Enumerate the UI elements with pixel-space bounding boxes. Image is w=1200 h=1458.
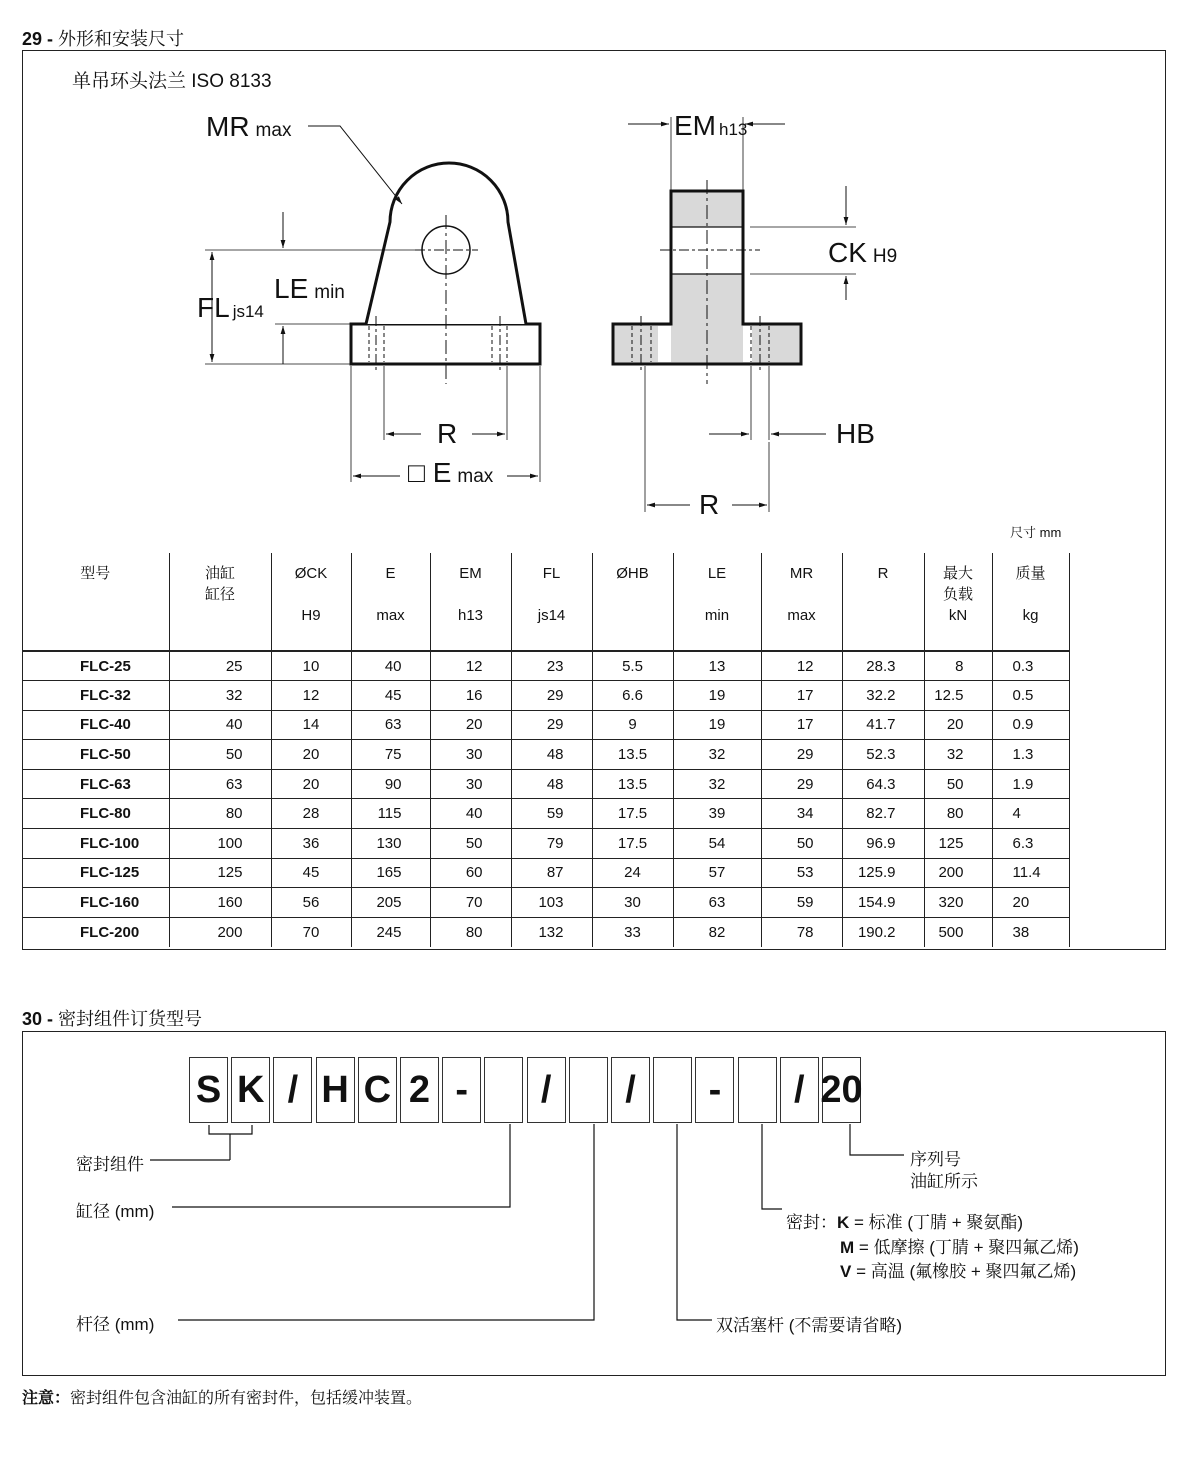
value-cell: 14	[271, 710, 351, 740]
value-cell: 5.5	[592, 651, 673, 681]
mr-label: MR max	[206, 111, 292, 142]
value-cell: 9	[592, 710, 673, 740]
col-header: 最大 负载 kN	[924, 553, 992, 651]
value-cell: 20	[992, 888, 1069, 918]
value-cell: 130	[351, 829, 430, 859]
col-header: 油缸 缸径	[169, 553, 271, 651]
value-cell: 20	[430, 710, 511, 740]
value-cell: 32	[673, 769, 761, 799]
label-double-rod: 双活塞杆 (不需要请省略)	[716, 1316, 903, 1335]
value-cell: 32.2	[842, 681, 924, 711]
value-cell: 29	[761, 769, 842, 799]
unit-note: 尺寸 mm	[1010, 525, 1062, 540]
value-cell: 40	[351, 651, 430, 681]
model-cell: FLC-125	[22, 858, 169, 888]
footnote-prefix: 注意：	[22, 1390, 71, 1407]
value-cell: 10	[271, 651, 351, 681]
code-box: /	[273, 1057, 312, 1123]
r2-label: R	[699, 489, 720, 520]
code-box: 2	[400, 1057, 439, 1123]
col-header: LE min	[673, 553, 761, 651]
value-cell: 32	[169, 681, 271, 711]
value-cell: 70	[430, 888, 511, 918]
value-cell: 23	[511, 651, 592, 681]
value-cell: 78	[761, 917, 842, 947]
value-cell: 20	[924, 710, 992, 740]
value-cell: 75	[351, 740, 430, 770]
value-cell: 12	[271, 681, 351, 711]
value-cell: 28.3	[842, 651, 924, 681]
value-cell: 200	[169, 917, 271, 947]
value-cell: 115	[351, 799, 430, 829]
value-cell: 165	[351, 858, 430, 888]
value-cell: 29	[511, 710, 592, 740]
value-cell: 17.5	[592, 829, 673, 859]
value-cell: 50	[761, 829, 842, 859]
model-cell: FLC-63	[22, 769, 169, 799]
code-box: K	[231, 1057, 270, 1123]
le-label: LE min	[274, 273, 345, 304]
value-cell: 82	[673, 917, 761, 947]
value-cell: 32	[673, 740, 761, 770]
value-cell: 0.5	[992, 681, 1069, 711]
section-30-number: 30 -	[22, 1009, 54, 1029]
value-cell: 1.9	[992, 769, 1069, 799]
value-cell: 125	[924, 829, 992, 859]
value-cell: 63	[169, 769, 271, 799]
code-box: H	[316, 1057, 355, 1123]
col-header: MR max	[761, 553, 842, 651]
value-cell: 63	[351, 710, 430, 740]
footnote	[22, 1385, 422, 1408]
value-cell: 190.2	[842, 917, 924, 947]
value-cell: 30	[430, 740, 511, 770]
value-cell: 80	[430, 917, 511, 947]
footnote-text: 密封组件包含油缸的所有密封件，包括缓冲装置。	[70, 1390, 423, 1407]
value-cell: 17	[761, 710, 842, 740]
value-cell: 125.9	[842, 858, 924, 888]
value-cell: 13.5	[592, 740, 673, 770]
seal-option-v: V = 高温 (氟橡胶 + 聚四氟乙烯)	[840, 1262, 1077, 1281]
value-cell: 19	[673, 710, 761, 740]
value-cell: 103	[511, 888, 592, 918]
value-cell: 50	[924, 769, 992, 799]
value-cell: 29	[761, 740, 842, 770]
value-cell: 32	[924, 740, 992, 770]
value-cell: 132	[511, 917, 592, 947]
value-cell: 54	[673, 829, 761, 859]
r-label: R	[437, 418, 458, 449]
code-box: S	[189, 1057, 228, 1123]
value-cell: 245	[351, 917, 430, 947]
value-cell: 45	[351, 681, 430, 711]
value-cell: 12	[430, 651, 511, 681]
model-cell: FLC-25	[22, 651, 169, 681]
value-cell: 24	[592, 858, 673, 888]
value-cell: 160	[169, 888, 271, 918]
value-cell: 12.5	[924, 681, 992, 711]
value-cell: 500	[924, 917, 992, 947]
code-box: -	[695, 1057, 734, 1123]
section-30-heading: 密封组件订货型号	[58, 1009, 203, 1029]
model-cell: FLC-40	[22, 710, 169, 740]
value-cell: 13	[673, 651, 761, 681]
value-cell: 320	[924, 888, 992, 918]
value-cell: 19	[673, 681, 761, 711]
code-box: /	[780, 1057, 819, 1123]
value-cell: 96.9	[842, 829, 924, 859]
value-cell: 0.9	[992, 710, 1069, 740]
value-cell: 40	[430, 799, 511, 829]
section-29-heading: 外形和安装尺寸	[58, 29, 185, 49]
code-box: 20	[822, 1057, 861, 1123]
value-cell: 40	[169, 710, 271, 740]
value-cell: 17	[761, 681, 842, 711]
col-header: R	[842, 553, 924, 651]
label-bore: 缸径 (mm)	[76, 1202, 155, 1221]
value-cell: 41.7	[842, 710, 924, 740]
value-cell: 154.9	[842, 888, 924, 918]
value-cell: 38	[992, 917, 1069, 947]
value-cell: 16	[430, 681, 511, 711]
value-cell: 34	[761, 799, 842, 829]
value-cell: 59	[511, 799, 592, 829]
label-serial-note: 油缸所示	[910, 1172, 978, 1191]
value-cell: 57	[673, 858, 761, 888]
model-cell: FLC-50	[22, 740, 169, 770]
model-cell: FLC-160	[22, 888, 169, 918]
value-cell: 20	[271, 740, 351, 770]
code-box: -	[442, 1057, 481, 1123]
value-cell: 52.3	[842, 740, 924, 770]
col-header: 型号	[22, 553, 169, 651]
value-cell: 36	[271, 829, 351, 859]
value-cell: 0.3	[992, 651, 1069, 681]
value-cell: 20	[271, 769, 351, 799]
seal-option-k: 密封：K = 标准 (丁腈 + 聚氨酯)	[786, 1213, 1024, 1232]
col-header: EM h13	[430, 553, 511, 651]
value-cell: 82.7	[842, 799, 924, 829]
model-cell: FLC-80	[22, 799, 169, 829]
hb-label: HB	[836, 418, 875, 449]
value-cell: 125	[169, 858, 271, 888]
value-cell: 48	[511, 769, 592, 799]
value-cell: 87	[511, 858, 592, 888]
value-cell: 205	[351, 888, 430, 918]
value-cell: 59	[761, 888, 842, 918]
col-header: ØHB	[592, 553, 673, 651]
value-cell: 33	[592, 917, 673, 947]
value-cell: 200	[924, 858, 992, 888]
value-cell: 45	[271, 858, 351, 888]
value-cell: 6.3	[992, 829, 1069, 859]
code-box: /	[527, 1057, 566, 1123]
value-cell: 30	[592, 888, 673, 918]
col-header: ØCK H9	[271, 553, 351, 651]
value-cell: 60	[430, 858, 511, 888]
label-seal-kit: 密封组件	[76, 1155, 144, 1174]
section-29-number: 29 -	[22, 29, 54, 49]
model-cell: FLC-100	[22, 829, 169, 859]
value-cell: 8	[924, 651, 992, 681]
value-cell: 11.4	[992, 858, 1069, 888]
seal-option-m: M = 低摩擦 (丁腈 + 聚四氟乙烯)	[840, 1238, 1079, 1257]
drawing-subtitle: 单吊环头法兰 ISO 8133	[72, 71, 272, 92]
col-header: 质量 kg	[992, 553, 1069, 651]
value-cell: 13.5	[592, 769, 673, 799]
col-header: FL js14	[511, 553, 592, 651]
value-cell: 50	[430, 829, 511, 859]
value-cell: 70	[271, 917, 351, 947]
code-box: /	[611, 1057, 650, 1123]
label-rod: 杆径 (mm)	[76, 1315, 155, 1334]
value-cell: 80	[924, 799, 992, 829]
value-cell: 100	[169, 829, 271, 859]
value-cell: 12	[761, 651, 842, 681]
value-cell: 4	[992, 799, 1069, 829]
value-cell: 79	[511, 829, 592, 859]
e-label: □ E max	[408, 457, 494, 488]
value-cell: 56	[271, 888, 351, 918]
value-cell: 29	[511, 681, 592, 711]
em-label: EM h13	[674, 110, 748, 141]
value-cell: 50	[169, 740, 271, 770]
value-cell: 6.6	[592, 681, 673, 711]
model-cell: FLC-32	[22, 681, 169, 711]
col-header: E max	[351, 553, 430, 651]
fl-label: FL js14	[197, 292, 264, 323]
value-cell: 17.5	[592, 799, 673, 829]
value-cell: 64.3	[842, 769, 924, 799]
value-cell: 90	[351, 769, 430, 799]
value-cell: 48	[511, 740, 592, 770]
label-serial: 序列号	[910, 1150, 961, 1169]
value-cell: 30	[430, 769, 511, 799]
value-cell: 63	[673, 888, 761, 918]
model-cell: FLC-200	[22, 917, 169, 947]
value-cell: 1.3	[992, 740, 1069, 770]
value-cell: 39	[673, 799, 761, 829]
value-cell: 25	[169, 651, 271, 681]
value-cell: 53	[761, 858, 842, 888]
value-cell: 80	[169, 799, 271, 829]
code-box: C	[358, 1057, 397, 1123]
ck-label: CK H9	[828, 237, 898, 268]
value-cell: 28	[271, 799, 351, 829]
